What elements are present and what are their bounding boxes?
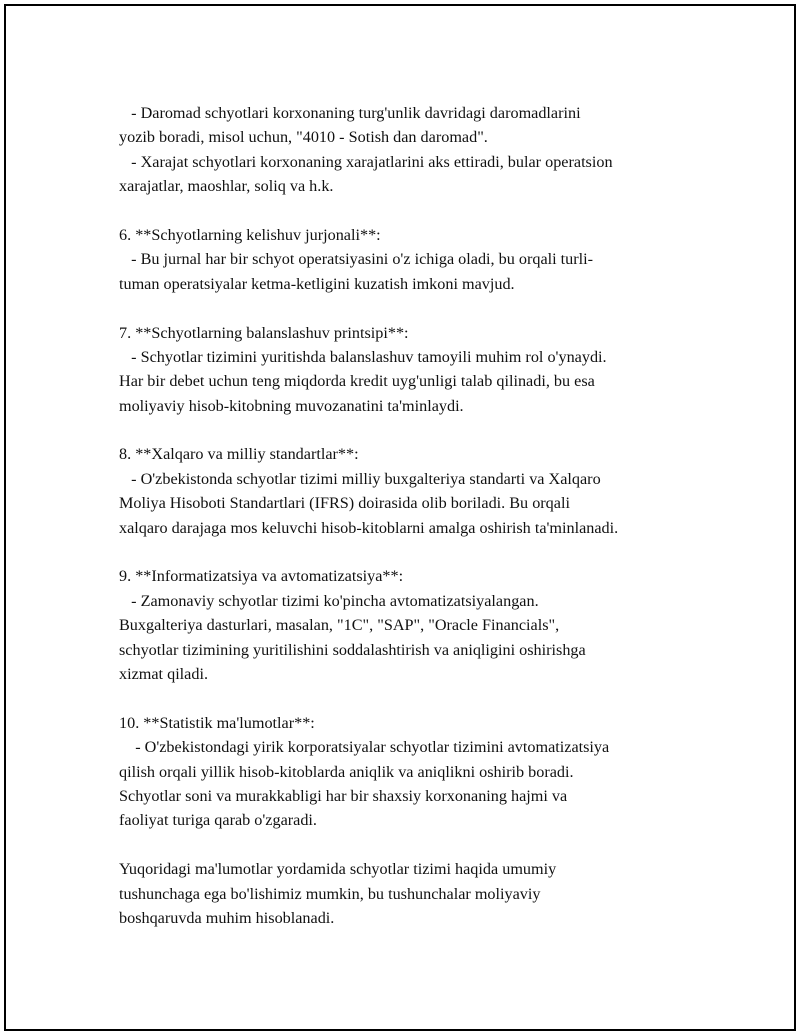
section-heading: 10. **Statistik ma'lumotlar**: <box>119 713 315 732</box>
paragraph-conclusion <box>119 857 699 930</box>
text-line: - O'zbekistonda schyotlar tizimi milliy buxgalteriya standarti va Xalqaro <box>119 469 601 488</box>
text-line: Har bir debet uchun teng miqdorda kredit uyg'unligi talab qilinadi, bu esa <box>119 372 595 391</box>
text-line: xizmat qiladi. <box>119 664 209 683</box>
section-heading: 7. **Schyotlarning balanslashuv printsipi**: <box>119 323 409 342</box>
paragraph-spacer <box>119 199 699 223</box>
paragraph-section-8 <box>119 442 699 540</box>
text-line: tuman operatsiyalar ketma-ketligini kuzatish imkoni mavjud. <box>119 274 515 293</box>
paragraph-spacer <box>119 833 699 857</box>
paragraph-spacer <box>119 540 699 564</box>
paragraph-spacer <box>119 686 699 710</box>
text-line: faoliyat turiga qarab o'zgaradi. <box>119 811 317 830</box>
text-line: xarajatlar, maoshlar, soliq va h.k. <box>119 177 334 196</box>
paragraph-section-7 <box>119 321 699 419</box>
text-line: tushunchaga ega bo'lishimiz mumkin, bu tushunchalar moliyaviy <box>119 884 541 903</box>
paragraph-section-10 <box>119 711 699 833</box>
text-line: Yuqoridagi ma'lumotlar yordamida schyotlar tizimi haqida umumiy <box>119 860 557 879</box>
text-line: qilish orqali yillik hisob-kitoblarda aniqlik va aniqlikni oshirib boradi. <box>119 762 574 781</box>
text-line: - Zamonaviy schyotlar tizimi ko'pincha avtomatizatsiyalangan. <box>119 591 539 610</box>
text-line: boshqaruvda muhim hisoblanadi. <box>119 908 335 927</box>
page-frame <box>4 4 796 1031</box>
text-line: schyotlar tizimining yuritilishini soddalashtirish va aniqligini oshirishga <box>119 640 586 659</box>
section-heading: 8. **Xalqaro va milliy standartlar**: <box>119 445 359 464</box>
text-line: - Schyotlar tizimini yuritishda balanslashuv tamoyili muhim rol o'ynaydi. <box>119 347 607 366</box>
text-line: - Bu jurnal har bir schyot operatsiyasini o'z ichiga oladi, bu orqali turli- <box>119 250 594 269</box>
paragraph-spacer <box>119 296 699 320</box>
paragraph-account-types <box>119 101 699 199</box>
text-line: Schyotlar soni va murakkabligi har bir shaxsiy korxonaning hajmi va <box>119 786 568 805</box>
text-line: moliyaviy hisob-kitobning muvozanatini ta'minlaydi. <box>119 396 464 415</box>
section-heading: 6. **Schyotlarning kelishuv jurjonali**: <box>119 225 381 244</box>
text-line: yozib boradi, misol uchun, "4010 - Sotish dan daromad". <box>119 128 488 147</box>
paragraph-section-9 <box>119 564 699 686</box>
text-line: - Daromad schyotlari korxonaning turg'unlik davridagi daromadlarini <box>119 104 581 122</box>
text-line: xalqaro darajaga mos keluvchi hisob-kitoblarni amalga oshirish ta'minlanadi. <box>119 518 619 537</box>
paragraph-spacer <box>119 418 699 442</box>
text-line: - Xarajat schyotlari korxonaning xarajatlarini aks ettiradi, bular operatsion <box>119 152 613 171</box>
paragraph-section-6 <box>119 223 699 296</box>
section-heading: 9. **Informatizatsiya va avtomatizatsiya**: <box>119 567 404 586</box>
text-line: Buxgalteriya dasturlari, masalan, "1C", "SAP", "Oracle Financials", <box>119 616 560 635</box>
text-line: Moliya Hisoboti Standartlari (IFRS) doirasida olib boriladi. Bu orqali <box>119 494 570 513</box>
document-body <box>119 101 699 930</box>
text-line: - O'zbekistondagi yirik korporatsiyalar schyotlar tizimini avtomatizatsiya <box>119 738 610 757</box>
